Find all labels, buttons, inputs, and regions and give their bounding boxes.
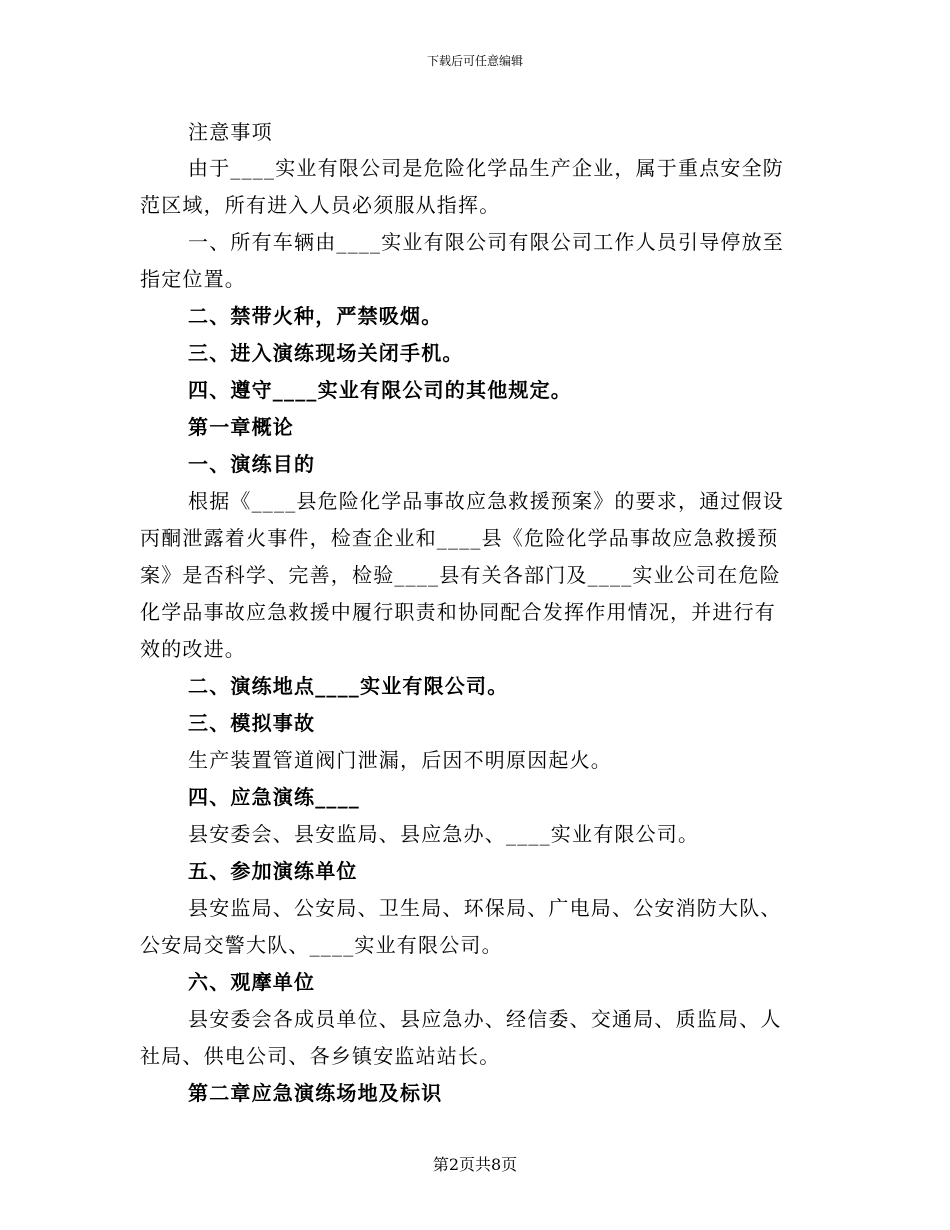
section-heading: 二、演练地点____实业有限公司。 (188, 674, 509, 698)
section-heading: 五、参加演练单位 (188, 859, 358, 883)
chapter-heading: 第二章应急演练场地及标识 (188, 1081, 443, 1105)
rule-item: 三、进入演练现场关闭手机。 (188, 341, 464, 365)
paragraph-line: 根据《____县危险化学品事故应急救援预案》的要求，通过假设 (188, 489, 784, 513)
section-heading: 注意事项 (188, 120, 273, 144)
page-header: 下载后可任意编辑 (426, 54, 523, 68)
paragraph-line: 县安监局、公安局、卫生局、环保局、广电局、公安消防大队、 (188, 896, 782, 920)
paragraph-line: 县安委会、县安监局、县应急办、____实业有限公司。 (188, 822, 700, 846)
paragraph-line: 一、所有车辆由____实业有限公司有限公司工作人员引导停放至 (188, 230, 784, 254)
page-footer: 第2页共8页 (432, 1155, 518, 1174)
paragraph-line: 效的改进。 (140, 637, 246, 661)
paragraph-line: 公安局交警大队、____实业有限公司。 (140, 933, 503, 957)
section-heading: 一、演练目的 (188, 452, 316, 476)
chapter-heading: 第一章概论 (188, 415, 294, 439)
rule-item: 四、遵守____实业有限公司的其他规定。 (188, 378, 572, 402)
paragraph-line: 丙酮泄露着火事件，检查企业和____县《危险化学品事故应急救援预 (140, 526, 779, 550)
rule-item: 二、禁带火种，严禁吸烟。 (188, 304, 443, 328)
paragraph-line: 县安委会各成员单位、县应急办、经信委、交通局、质监局、人 (188, 1007, 782, 1031)
paragraph-line: 化学品事故应急救援中履行职责和协同配合发挥作用情况，并进行有 (140, 600, 776, 624)
paragraph-line: 范区域，所有进入人员必须服从指挥。 (140, 193, 501, 217)
paragraph-line: 由于____实业有限公司是危险化学品生产企业，属于重点安全防 (188, 156, 784, 180)
paragraph-line: 社局、供电公司、各乡镇安监站站长。 (140, 1044, 501, 1068)
paragraph-line: 生产装置管道阀门泄漏，后因不明原因起火。 (188, 748, 612, 772)
paragraph-line: 指定位置。 (140, 267, 246, 291)
section-heading: 六、观摩单位 (188, 970, 316, 994)
section-heading: 三、模拟事故 (188, 711, 316, 735)
paragraph-line: 案》是否科学、完善，检验____县有关各部门及____实业公司在危险 (140, 563, 781, 587)
section-heading: 四、应急演练____ (188, 785, 360, 809)
